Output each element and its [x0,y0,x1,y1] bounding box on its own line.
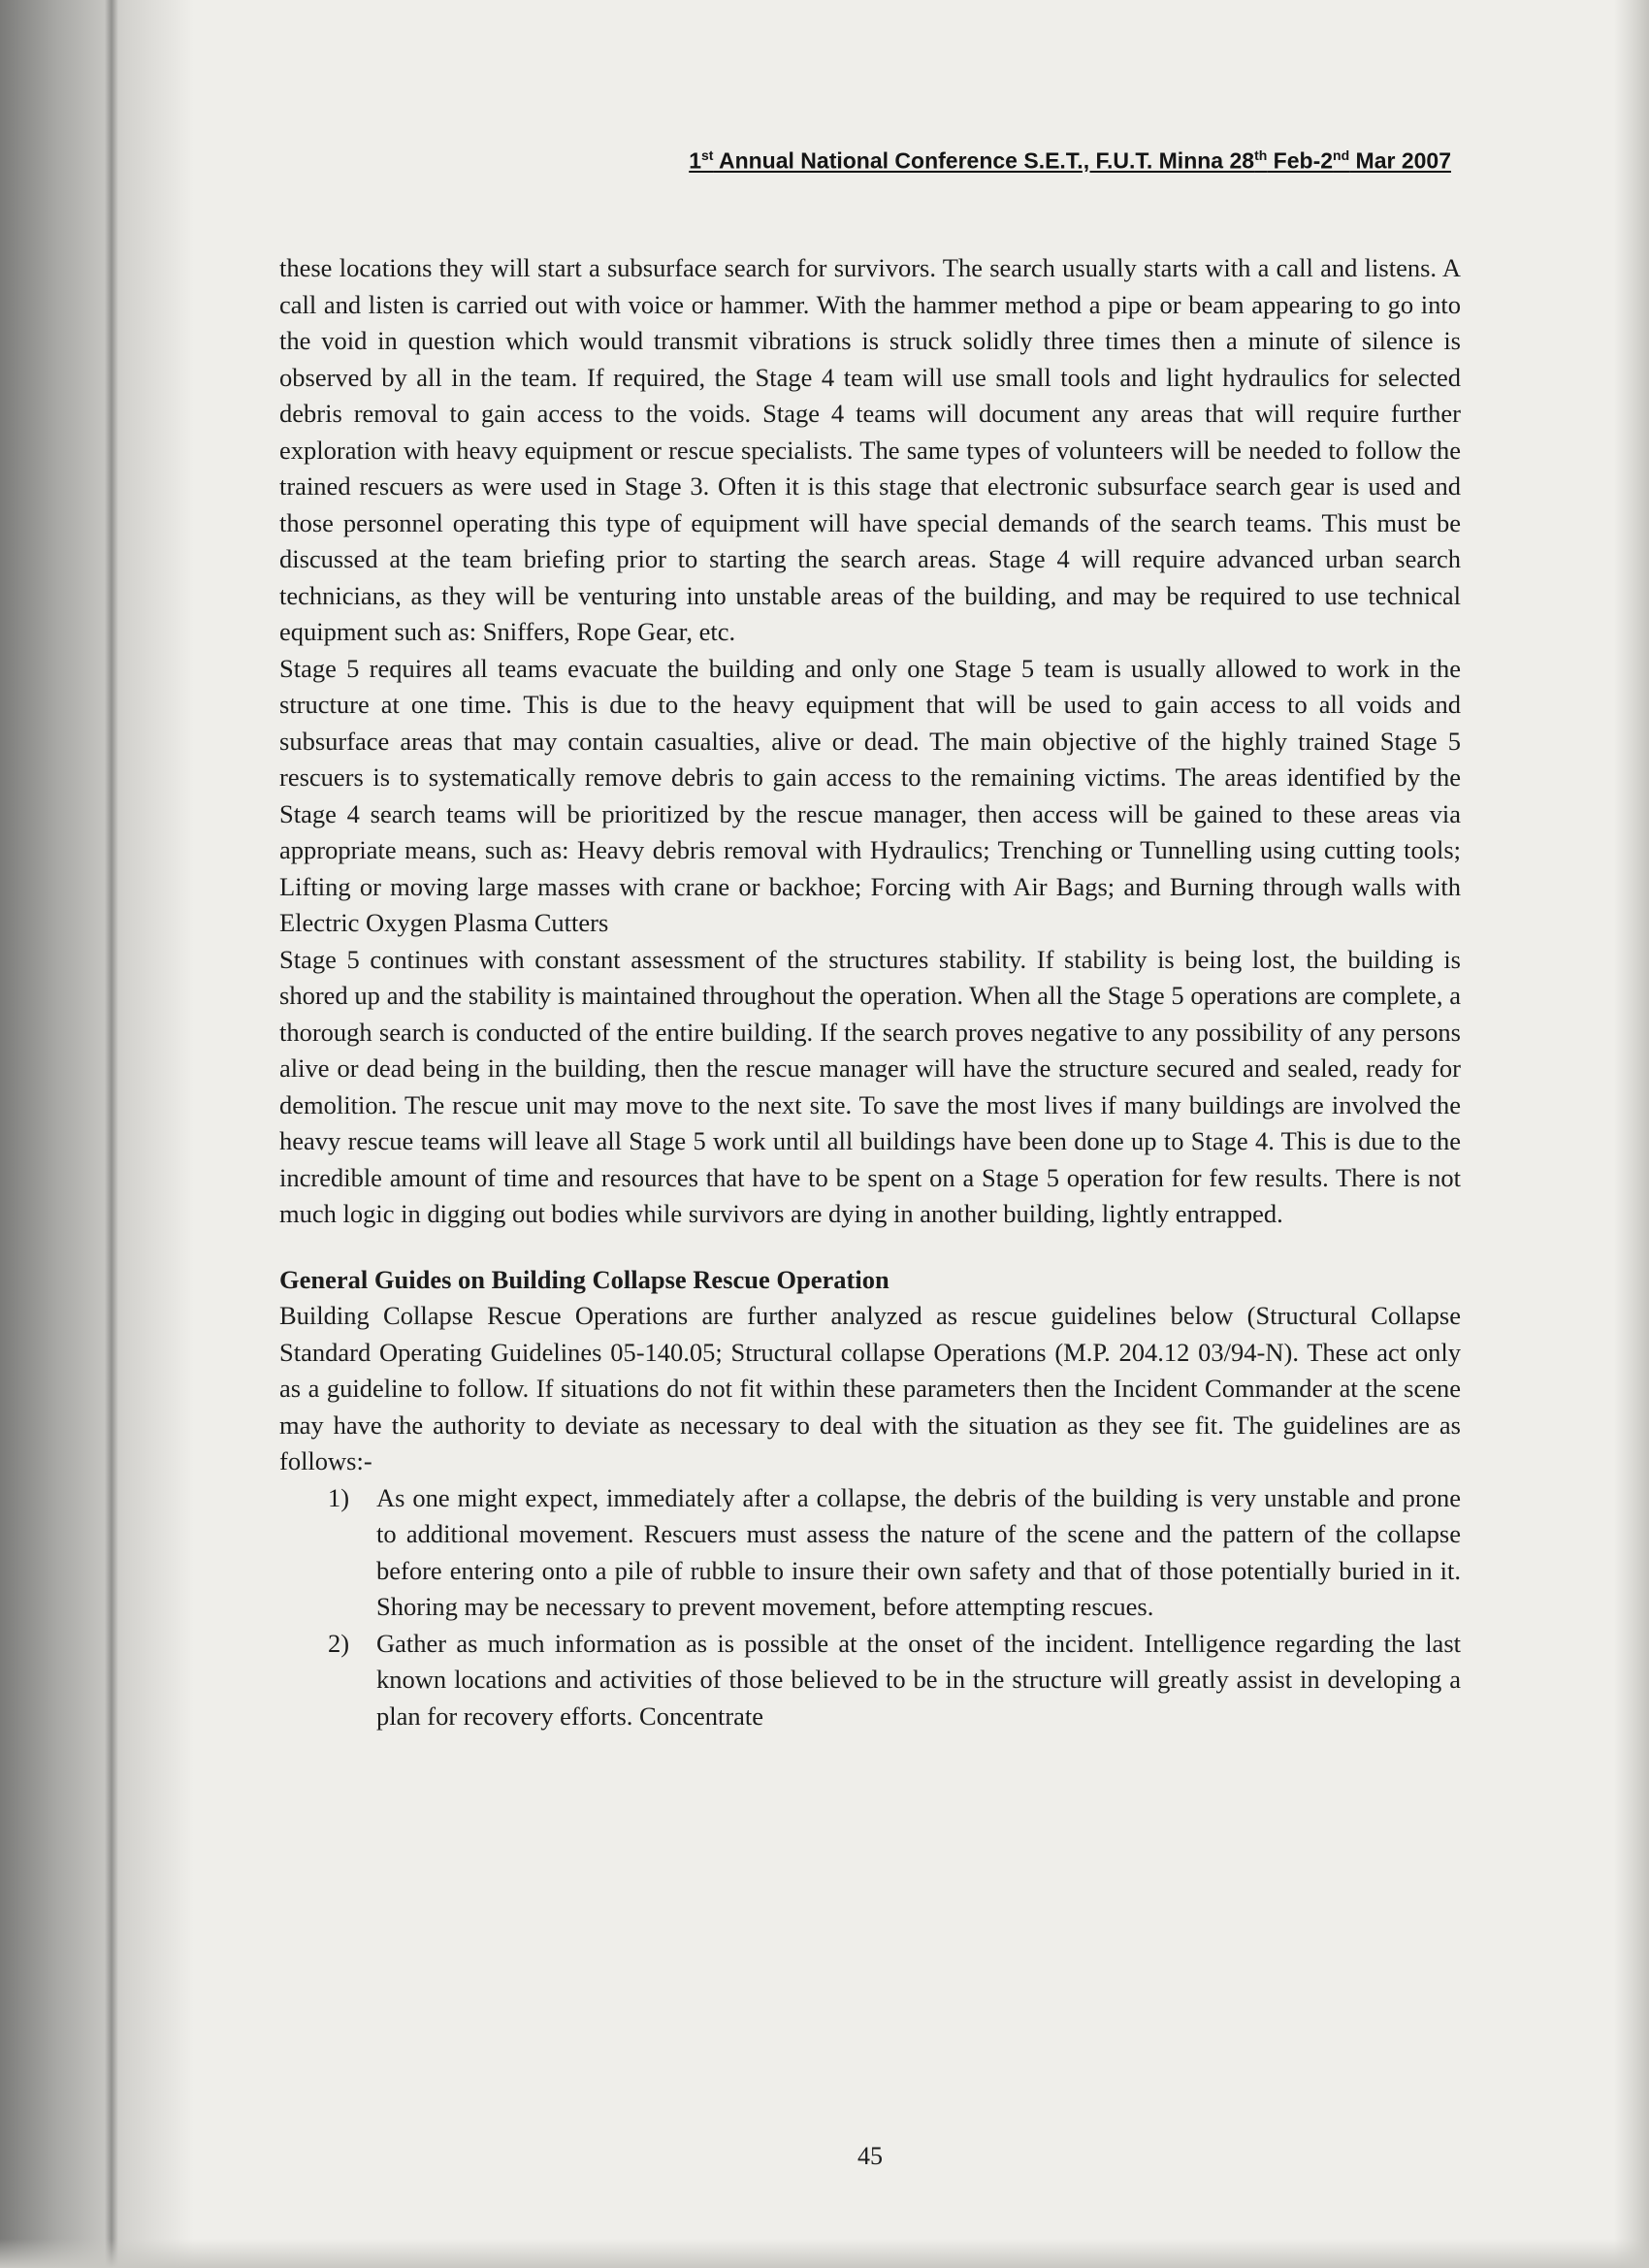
running-header [549,147,1451,175]
header-superscript: th [1254,147,1268,163]
paragraph-stage4: these locations they will start a subsurface search for survivors. The search usually starts with a call and listens. A call and listen is carried out with voice or hammer. With the hammer method a pipe or beam appearing to go into the void in question which would transmit vibrations is struck solidly three times then a minute of silence is observed by all in the team. If required, the Stage 4 team will use small tools and light hydraulics for selected debris removal to gain access to the voids. Stage 4 teams will document any areas that will require further exploration with heavy equipment or rescue specialists. The same types of volunteers will be needed to follow the trained rescuers as were used in Stage 3. Often it is this stage that electronic subsurface search gear is used and those personnel operating this type of equipment will have special demands of the search teams. This must be discussed at the team briefing prior to starting the search areas. Stage 4 will require advanced urban search technicians, as they will be venturing into unstable areas of the building, and may be required to use technical equipment such as: Sniffers, Rope Gear, etc. [279,253,1461,646]
guidelines-list [279,1480,1461,1735]
header-text-part: Feb-2 [1267,147,1334,174]
list-item-text: As one might expect, immediately after a collapse, the debris of the building is very unstable and prone to additional movement. Rescuers must assess the nature of the scene and the pattern of the collapse before entering onto a pile of rubble to insure their own safety and that of those potentially buried in it. Shoring may be necessary to prevent movement, before attempting rescues. [376,1482,1461,1621]
paragraph-stage5: Stage 5 requires all teams evacuate the building and only one Stage 5 team is usually allowed to work in the structure at one time. This is due to the heavy equipment that will be used to gain access to all voids and subsurface areas that may contain casualties, alive or dead. The main objective of the highly trained Stage 5 rescuers is to systematically remove debris to gain access to the remaining victims. The areas identified by the Stage 4 search teams will be prioritized by the rescue manager, then access will be gained to these areas via appropriate means, such as: Heavy debris removal with Hydraulics; Trenching or Tunnelling using cutting tools; Lifting or moving large masses with crane or backhoe; Forcing with Air Bags; and Burning through walls with Electric Oxygen Plasma Cutters [279,653,1461,937]
page-edge-bottom [0,2239,1649,2268]
spine-fold-line [105,0,118,2268]
paragraph-guidelines-intro: Building Collapse Rescue Operations are further analyzed as rescue guidelines below (Structural Collapse Standard Operating Guidelines 05-140.05; Structural collapse Operations (M.P. 204.12 03/94-N). These act only as a guideline to follow. If situations do not fit within these parameters then the Incident Commander at the scene may have the authority to deviate as necessary to deal with the situation as they see fit. The guidelines are as follows:- [279,1301,1461,1475]
section-heading: General Guides on Building Collapse Rescue Operation [279,1264,889,1294]
header-text-part: Annual National Conference S.E.T., F.U.T. Minna 28 [713,147,1255,174]
header-text-part: Mar 2007 [1349,147,1451,174]
list-item [279,1626,1461,1735]
header-text-part: 1 [689,147,701,174]
list-item-number: 2) [328,1628,350,1658]
list-item-number: 1) [328,1482,350,1512]
book-spine-shadow [0,0,194,2268]
paragraph-stage5-continued: Stage 5 continues with constant assessment of the structures stability. If stability is being lost, the building is shored up and the stability is maintained throughout the operation. When all the Stage 5 operations are complete, a thorough search is conducted of the entire building. If the search proves negative to any possibility of any persons alive or dead being in the building, then the rescue manager will have the structure secured and sealed, ready for demolition. The rescue unit may move to the next site. To save the most lives if many buildings are involved the heavy rescue teams will leave all Stage 5 work until all buildings have been done up to Stage 4. This is due to the incredible amount of time and resources that have to be spent on a Stage 5 operation for few results. There is not much logic in digging out bodies while survivors are dying in another building, lightly entrapped. [279,944,1461,1228]
list-item-text: Gather as much information as is possible at the onset of the incident. Intelligence regarding the last known locations and activities of those believed to be in the structure will greatly assist in developing a plan for recovery efforts. Concentrate [376,1628,1461,1731]
header-superscript: st [700,147,714,163]
list-item [279,1480,1461,1626]
page-edge-right [1614,0,1649,2268]
page-body [279,250,1461,1734]
page-number: 45 [857,2142,883,2170]
header-superscript: nd [1333,147,1350,163]
